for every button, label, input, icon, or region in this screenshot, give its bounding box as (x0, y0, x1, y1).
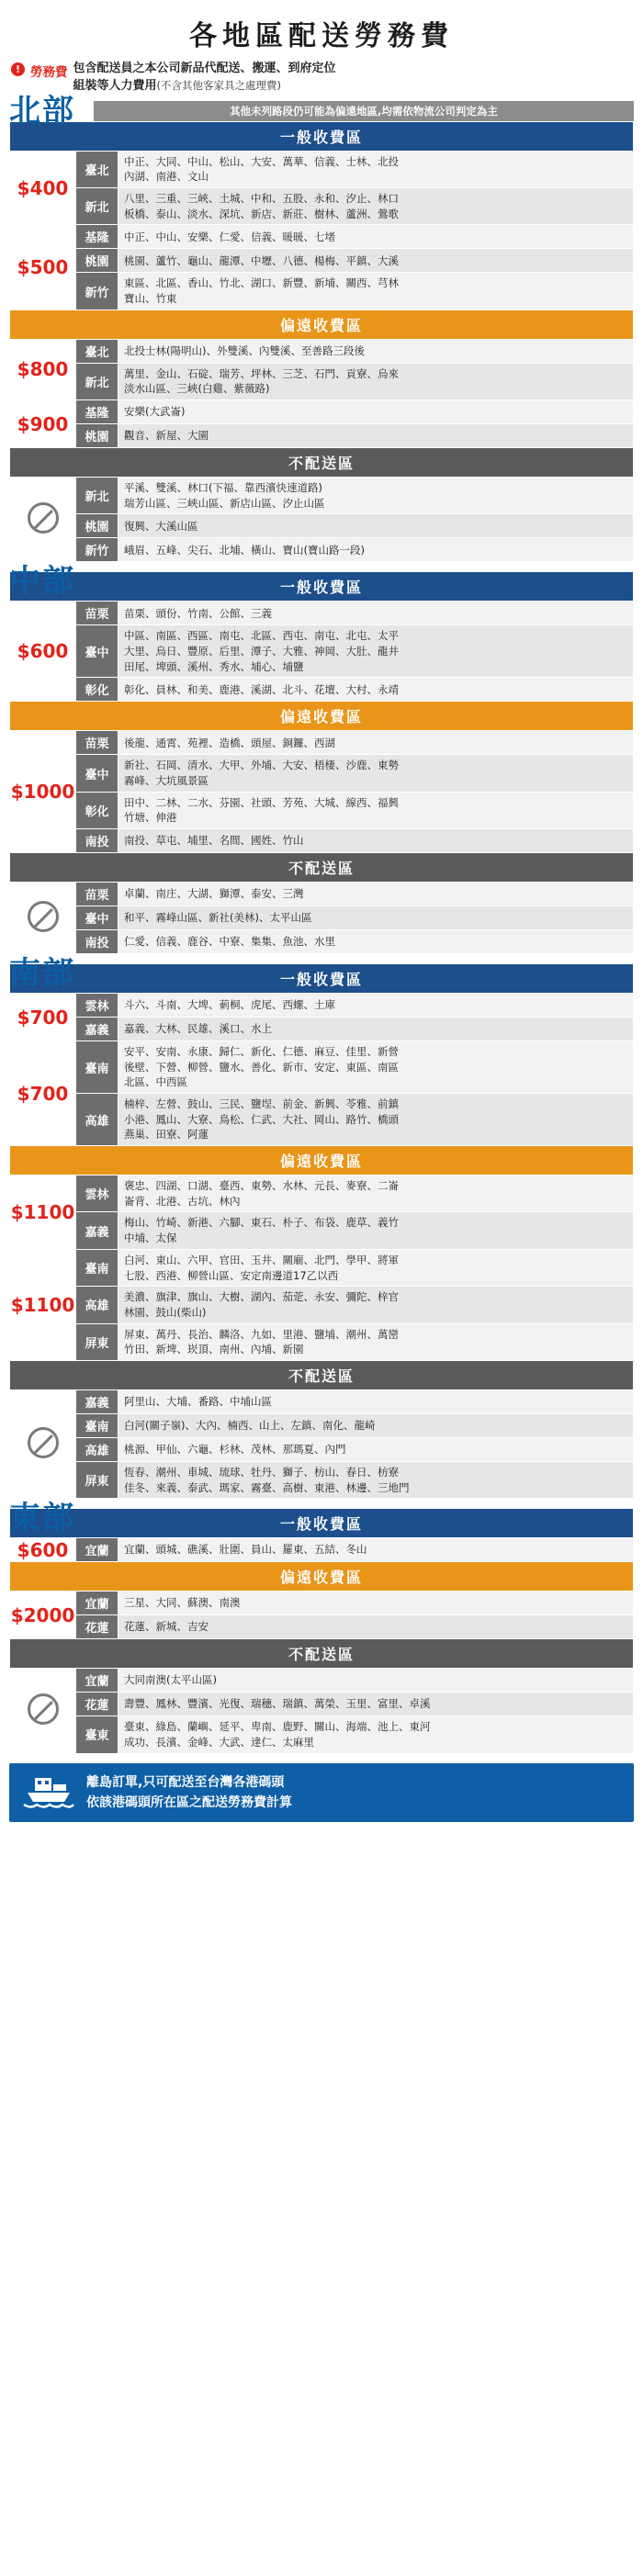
section-header-row (10, 1146, 634, 1176)
price-cell: $700 (10, 1041, 76, 1146)
areas-cell: 復興、大溪山區 (118, 514, 634, 538)
no-entry-icon (28, 1427, 59, 1458)
areas-cell: 桃源、甲仙、六龜、杉林、茂林、那瑪夏、內門 (118, 1437, 634, 1461)
price-cell: $800 (10, 339, 76, 399)
city-cell: 嘉義 (76, 1212, 118, 1249)
city-cell: 高雄 (76, 1287, 118, 1323)
region-table (9, 121, 634, 563)
labor-fee-description (73, 61, 336, 96)
areas-cell: 宜蘭、頭城、礁溪、壯圍、員山、羅東、五結、冬山 (118, 1538, 634, 1562)
table-row (10, 1538, 634, 1562)
city-cell: 苗栗 (76, 731, 118, 755)
table-row (10, 1249, 634, 1286)
page-title: 各地區配送勞務費 (189, 20, 454, 52)
section-header-row (10, 1360, 634, 1389)
table-row (10, 1592, 634, 1615)
table-row (10, 792, 634, 828)
table-row (10, 1669, 634, 1693)
city-cell: 臺北 (76, 151, 118, 187)
region-name: 東部 (9, 1500, 75, 1537)
price-cell: $2000 (10, 1592, 76, 1639)
areas-cell: 新社、石岡、清水、大甲、外埔、大安、梧棲、沙鹿、東勢 霧峰、大坑風景區 (118, 755, 634, 792)
city-cell: 桃園 (76, 514, 118, 538)
city-cell: 臺東 (76, 1716, 118, 1753)
city-cell: 基隆 (76, 225, 118, 249)
city-cell: 花蓮 (76, 1693, 118, 1716)
table-row (10, 339, 634, 363)
table-row (10, 994, 634, 1018)
city-cell: 宜蘭 (76, 1592, 118, 1615)
footer-text (86, 1772, 292, 1814)
city-cell: 屏東 (76, 1461, 118, 1498)
city-cell: 嘉義 (76, 1018, 118, 1041)
exclamation-icon: ! (11, 62, 25, 76)
table-row (10, 1018, 634, 1041)
table-row (10, 400, 634, 424)
table-row (10, 883, 634, 906)
section-header-row (10, 964, 634, 994)
areas-cell: 中正、中山、安樂、仁愛、信義、暖暖、七堵 (118, 225, 634, 249)
city-cell: 彰化 (76, 678, 118, 702)
section-header-remote: 偏遠收費區 (10, 1562, 634, 1592)
note-line-1: 包含配送員之本公司新品代配送、搬運、到府定位 (73, 62, 336, 75)
table-row (10, 188, 634, 225)
table-row (10, 1323, 634, 1360)
city-cell: 苗栗 (76, 602, 118, 625)
table-row (10, 1437, 634, 1461)
table-row (10, 225, 634, 249)
section-header-row (10, 309, 634, 339)
price-cell: $400 (10, 151, 76, 225)
section-header-normal: 一般收費區 (10, 121, 634, 151)
areas-cell: 峨眉、五峰、尖石、北埔、橫山、寶山(寶山路一段) (118, 538, 634, 562)
city-cell: 基隆 (76, 400, 118, 424)
areas-cell: 臺東、綠島、蘭嶼、延平、卑南、鹿野、關山、海端、池上、東河 成功、長濱、金峰、大武、達仁、太麻里 (118, 1716, 634, 1753)
no-entry-icon (28, 502, 59, 534)
price-cell: $700 (10, 994, 76, 1041)
areas-cell: 北投士林(陽明山)、外雙溪、內雙溪、至善路三段後 (118, 339, 634, 363)
areas-cell: 花蓮、新城、吉安 (118, 1615, 634, 1639)
section-header-none: 不配送區 (10, 1360, 634, 1389)
areas-cell: 苗栗、頭份、竹南、公館、三義 (118, 602, 634, 625)
city-cell: 臺中 (76, 755, 118, 792)
areas-cell: 平溪、雙溪、林口(下福、靠西濱快速道路) 瑞芳山區、三峽山區、新店山區、汐止山區 (118, 478, 634, 514)
table-row (10, 538, 634, 562)
footer-line-2: 依該港碼頭所在區之配送勞務費計算 (86, 1794, 292, 1810)
price-cell: $500 (10, 225, 76, 309)
no-delivery-cell (10, 478, 76, 562)
areas-cell: 三星、大同、蘇澳、南澳 (118, 1592, 634, 1615)
areas-cell: 中正、大同、中山、松山、大安、萬華、信義、士林、北投 內湖、南港、文山 (118, 151, 634, 187)
table-row (10, 273, 634, 309)
areas-cell: 觀音、新屋、大園 (118, 424, 634, 448)
areas-cell: 中區、南區、西區、南屯、北區、西屯、南屯、北屯、太平 大里、烏日、豐原、后里、潭子、大雅、神岡、大肚、龍井 田尾、埤頭、溪州、秀水、埔心、埔鹽 (118, 625, 634, 678)
regions-container (9, 92, 634, 1754)
city-cell: 宜蘭 (76, 1669, 118, 1693)
table-row (10, 930, 634, 954)
areas-cell: 楠梓、左營、鼓山、三民、鹽埕、前金、新興、苓雅、前鎮 小港、鳳山、大寮、鳥松、仁武、大社、岡山、路竹、橋頭 燕巢、田寮、阿蓮 (118, 1094, 634, 1146)
city-cell: 南投 (76, 930, 118, 954)
table-row (10, 514, 634, 538)
table-row (10, 1094, 634, 1146)
section-header-row (10, 1509, 634, 1538)
areas-cell: 大同南澳(太平山區) (118, 1669, 634, 1693)
no-entry-icon (28, 1693, 59, 1725)
table-row (10, 363, 634, 399)
section-header-row (10, 1639, 634, 1669)
section-header-row (10, 448, 634, 478)
region-block (9, 955, 634, 1499)
areas-cell: 阿里山、大埔、番路、中埔山區 (118, 1389, 634, 1413)
section-header-remote: 偏遠收費區 (10, 1146, 634, 1176)
areas-cell: 安平、安南、永康、歸仁、新化、仁德、麻豆、佳里、新營 後壁、下營、柳營、鹽水、善化、新市、安定、東區、南區 北區、中西區 (118, 1041, 634, 1094)
table-row (10, 1212, 634, 1249)
areas-cell: 壽豐、鳳林、豐濱、光復、瑞穗、瑞鎮、萬榮、玉里、富里、卓溪 (118, 1693, 634, 1716)
region-block (9, 1500, 634, 1753)
table-row (10, 625, 634, 678)
city-cell: 臺中 (76, 625, 118, 678)
areas-cell: 萬里、金山、石碇、瑞芳、坪林、三芝、石門、貢寮、烏來 淡水山區、三峽(白雞、紫薇路) (118, 363, 634, 399)
ship-icon (22, 1772, 75, 1813)
table-row (10, 829, 634, 853)
section-header-none: 不配送區 (10, 448, 634, 478)
table-row (10, 1287, 634, 1323)
no-delivery-cell (10, 883, 76, 954)
city-cell: 高雄 (76, 1437, 118, 1461)
areas-cell: 田中、二林、二水、芬園、社頭、芳苑、大城、線西、福興 竹塘、伸港 (118, 792, 634, 828)
section-header-row (10, 121, 634, 151)
city-cell: 臺南 (76, 1041, 118, 1094)
region-table (9, 1508, 634, 1753)
table-row (10, 755, 634, 792)
price-cell: $900 (10, 400, 76, 448)
footer-line-1: 離島訂單,只可配送至台灣各港碼頭 (86, 1774, 285, 1790)
region-name: 北部 (9, 92, 75, 129)
city-cell: 臺南 (76, 1249, 118, 1286)
region-banner: 其他未列路段仍可能為偏遠地區,均需依物流公司判定為主 (94, 101, 634, 121)
city-cell: 苗栗 (76, 883, 118, 906)
section-header-remote: 偏遠收費區 (10, 309, 634, 339)
areas-cell: 仁愛、信義、鹿谷、中寮、集集、魚池、水里 (118, 930, 634, 954)
table-row (10, 151, 634, 187)
section-header-row (10, 1562, 634, 1592)
city-cell: 雲林 (76, 994, 118, 1018)
note-line-2: 組裝等人力費用(不含其他客家具之處理費) (73, 78, 281, 93)
region-block (9, 92, 634, 563)
no-delivery-cell (10, 1669, 76, 1753)
region-name: 南部 (9, 955, 75, 993)
city-cell: 嘉義 (76, 1389, 118, 1413)
areas-cell: 白河(關子嶺)、大內、楠西、山上、左鎮、南化、龍崎 (118, 1413, 634, 1437)
table-row (10, 1615, 634, 1639)
areas-cell: 褒忠、四湖、口湖、臺西、東勢、水林、元長、麥寮、二崙 崙背、北港、古坑、林內 (118, 1176, 634, 1212)
price-cell: $1000 (10, 731, 76, 853)
areas-cell: 梅山、竹崎、新港、六腳、東石、朴子、布袋、鹿草、義竹 中埔、太保 (118, 1212, 634, 1249)
region-table (9, 963, 634, 1499)
areas-cell: 八里、三重、三峽、土城、中和、五股、永和、汐止、林口 板橋、泰山、淡水、深坑、新店、新莊、樹林、蘆洲、鶯歌 (118, 188, 634, 225)
table-row (10, 478, 634, 514)
city-cell: 雲林 (76, 1176, 118, 1212)
table-row (10, 731, 634, 755)
section-header-row (10, 572, 634, 602)
table-row (10, 906, 634, 930)
section-header-row (10, 702, 634, 731)
section-header-row (10, 853, 634, 883)
table-row (10, 249, 634, 273)
table-row (10, 1461, 634, 1498)
areas-cell: 白河、東山、六甲、官田、玉井、關廟、北門、學甲、將軍 七股、西港、柳營山區、安定南邊道17乙以西 (118, 1249, 634, 1286)
areas-cell: 嘉義、大林、民雄、溪口、水上 (118, 1018, 634, 1041)
no-entry-icon (28, 901, 59, 932)
city-cell: 桃園 (76, 424, 118, 448)
city-cell: 臺中 (76, 906, 118, 930)
note-sub: (不含其他客家具之處理費) (156, 78, 281, 92)
no-delivery-cell (10, 1389, 76, 1498)
areas-cell: 後龍、通霄、苑裡、造橋、頭屋、銅鑼、西湖 (118, 731, 634, 755)
section-header-none: 不配送區 (10, 1639, 634, 1669)
areas-cell: 彰化、員林、和美、鹿港、溪湖、北斗、花壇、大村、永靖 (118, 678, 634, 702)
section-header-normal: 一般收費區 (10, 1509, 634, 1538)
table-row (10, 602, 634, 625)
section-header-none: 不配送區 (10, 853, 634, 883)
table-row (10, 424, 634, 448)
section-header-normal: 一般收費區 (10, 964, 634, 994)
city-cell: 花蓮 (76, 1615, 118, 1639)
table-row (10, 1693, 634, 1716)
areas-cell: 屏東、萬丹、長治、麟洛、九如、里港、鹽埔、潮州、萬巒 竹田、新埤、崁頂、南州、內埔、新園 (118, 1323, 634, 1360)
city-cell: 桃園 (76, 249, 118, 273)
city-cell: 臺北 (76, 339, 118, 363)
areas-cell: 美濃、旗津、旗山、大樹、湖內、茄萣、永安、彌陀、梓官 林園、鼓山(柴山) (118, 1287, 634, 1323)
price-cell: $600 (10, 602, 76, 702)
table-row (10, 1716, 634, 1753)
labor-fee-note (9, 61, 634, 101)
table-row (10, 1176, 634, 1212)
section-header-normal: 一般收費區 (10, 572, 634, 602)
city-cell: 新竹 (76, 273, 118, 309)
areas-cell: 恆春、潮州、車城、琉球、牡丹、獅子、枋山、春日、枋寮 佳冬、來義、泰武、瑪家、霧臺、高樹、東港、林邊、三地門 (118, 1461, 634, 1498)
section-header-remote: 偏遠收費區 (10, 702, 634, 731)
city-cell: 新北 (76, 478, 118, 514)
footer-banner (9, 1763, 634, 1823)
city-cell: 高雄 (76, 1094, 118, 1146)
city-cell: 臺南 (76, 1413, 118, 1437)
city-cell: 彰化 (76, 792, 118, 828)
price-cell: $1100 (10, 1176, 76, 1250)
region-block (9, 563, 634, 954)
price-cell: $1100 (10, 1249, 76, 1360)
price-cell: $600 (10, 1538, 76, 1562)
areas-cell: 卓蘭、南庄、大湖、獅潭、泰安、三灣 (118, 883, 634, 906)
areas-cell: 安樂(大武崙) (118, 400, 634, 424)
table-row (10, 1041, 634, 1094)
areas-cell: 和平、霧峰山區、新社(美林)、太平山區 (118, 906, 634, 930)
city-cell: 南投 (76, 829, 118, 853)
region-table (9, 571, 634, 954)
labor-fee-label: 勞務費 (30, 65, 68, 80)
city-cell: 宜蘭 (76, 1538, 118, 1562)
city-cell: 新北 (76, 363, 118, 399)
areas-cell: 東區、北區、香山、竹北、湖口、新豐、新埔、關西、芎林 寶山、竹東 (118, 273, 634, 309)
city-cell: 新竹 (76, 538, 118, 562)
table-row (10, 1413, 634, 1437)
areas-cell: 斗六、斗南、大埤、莿桐、虎尾、西螺、土庫 (118, 994, 634, 1018)
region-name: 中部 (9, 563, 75, 601)
table-row (10, 1389, 634, 1413)
table-row (10, 678, 634, 702)
city-cell: 屏東 (76, 1323, 118, 1360)
areas-cell: 桃園、蘆竹、龜山、龍潭、中壢、八德、楊梅、平鎮、大溪 (118, 249, 634, 273)
city-cell: 新北 (76, 188, 118, 225)
areas-cell: 南投、草屯、埔里、名間、國姓、竹山 (118, 829, 634, 853)
